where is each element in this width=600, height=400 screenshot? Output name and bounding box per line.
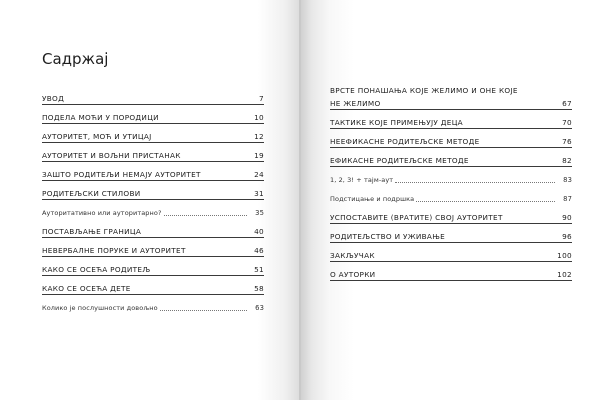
toc-entry-label: ТАКТИКЕ КОЈЕ ПРИМЕЊУЈУ ДЕЦА [330,118,463,127]
toc-entry [42,257,264,276]
toc-entry [42,181,264,200]
toc-entry-label: НЕВЕРБАЛНЕ ПОРУКЕ И АУТОРИТЕТ [42,246,186,255]
toc-entry-label: КАКО СЕ ОСЕЋА РОДИТЕЉ [42,265,151,274]
toc-entry-page: 87 [563,195,572,203]
toc-entry [42,219,264,238]
toc-entry-label: Ауторитативно или ауторитарно? [42,209,162,217]
toc-entry-page: 7 [259,94,264,103]
toc-subentry [42,200,264,219]
toc-entry [42,86,264,105]
toc-entry-page: 63 [255,304,264,312]
toc-entry [330,224,572,243]
toc-entry [42,143,264,162]
toc-subentry [330,167,572,186]
toc-entry [330,148,572,167]
toc-entry-page: 58 [254,284,264,293]
toc-entry [330,205,572,224]
toc-entry-label: КАКО СЕ ОСЕЋА ДЕТЕ [42,284,131,293]
toc-entry-label: РОДИТЕЉСКИ СТИЛОВИ [42,189,141,198]
toc-list-left [42,86,264,314]
toc-entry [330,129,572,148]
toc-entry-page: 51 [254,265,264,274]
book-fold [299,0,301,400]
toc-subentry [330,186,572,205]
toc-entry-label: Подстицање и подршка [330,195,415,203]
toc-entry-label: ЗАШТО РОДИТЕЉИ НЕМАЈУ АУТОРИТЕТ [42,170,201,179]
toc-entry-label: АУТОРИТЕТ И ВОЉНИ ПРИСТАНАК [42,151,181,160]
toc-entry-page: 31 [254,189,264,198]
toc-entry-page: 24 [254,170,264,179]
toc-entry [330,262,572,281]
toc-entry-page: 40 [254,227,264,236]
toc-entry-label: ЗАКЉУЧАК [330,251,375,260]
toc-entry-label: РОДИТЕЉСТВО И УЖИВАЊЕ [330,232,446,241]
toc-entry-label: УСПОСТАВИТЕ (ВРАТИТЕ) СВОЈ АУТОРИТЕТ [330,213,503,222]
toc-entry-label: ВРСТЕ ПОНАШАЊА КОЈЕ ЖЕЛИМО И ОНЕ КОЈЕ [330,86,518,95]
toc-entry [42,124,264,143]
toc-entry-page: 100 [557,251,572,260]
toc-entry-page: 90 [562,213,572,222]
toc-entry-label: НЕЕФИКАСНЕ РОДИТЕЉСКЕ МЕТОДЕ [330,137,480,146]
toc-entry-label-continued: НЕ ЖЕЛИМО [330,99,381,108]
toc-entry [42,238,264,257]
toc-list-right [330,86,572,281]
toc-entry-page: 76 [562,137,572,146]
toc-subentry [42,295,264,314]
toc-entry-page: 12 [254,132,264,141]
toc-entry [330,86,572,110]
toc-entry [330,243,572,262]
toc-entry-page: 67 [562,99,572,108]
toc-entry-label: ЕФИКАСНЕ РОДИТЕЉСКЕ МЕТОДЕ [330,156,469,165]
toc-entry-label: УВОД [42,94,65,103]
toc-entry-page: 35 [255,209,264,217]
toc-entry-page: 96 [562,232,572,241]
toc-entry-page: 70 [562,118,572,127]
toc-entry-label: О АУТОРКИ [330,270,376,279]
toc-entry-label: ПОСТАВЉАЊЕ ГРАНИЦА [42,227,142,236]
toc-entry-label: АУТОРИТЕТ, МОЋ И УТИЦАЈ [42,132,152,141]
toc-entry-page: 10 [254,113,264,122]
toc-entry [42,105,264,124]
toc-entry [42,276,264,295]
toc-title: Садржај [42,50,109,68]
toc-entry-label: ПОДЕЛА МОЋИ У ПОРОДИЦИ [42,113,159,122]
toc-entry-page: 102 [557,270,572,279]
toc-entry-page: 46 [254,246,264,255]
toc-entry-page: 19 [254,151,264,160]
toc-entry [42,162,264,181]
toc-entry-label: 1, 2, 3! + тајм-аут [330,176,394,184]
toc-entry-page: 83 [563,176,572,184]
toc-entry-page: 82 [562,156,572,165]
toc-entry [330,110,572,129]
toc-entry-label: Колико је послушности довољно [42,304,158,312]
